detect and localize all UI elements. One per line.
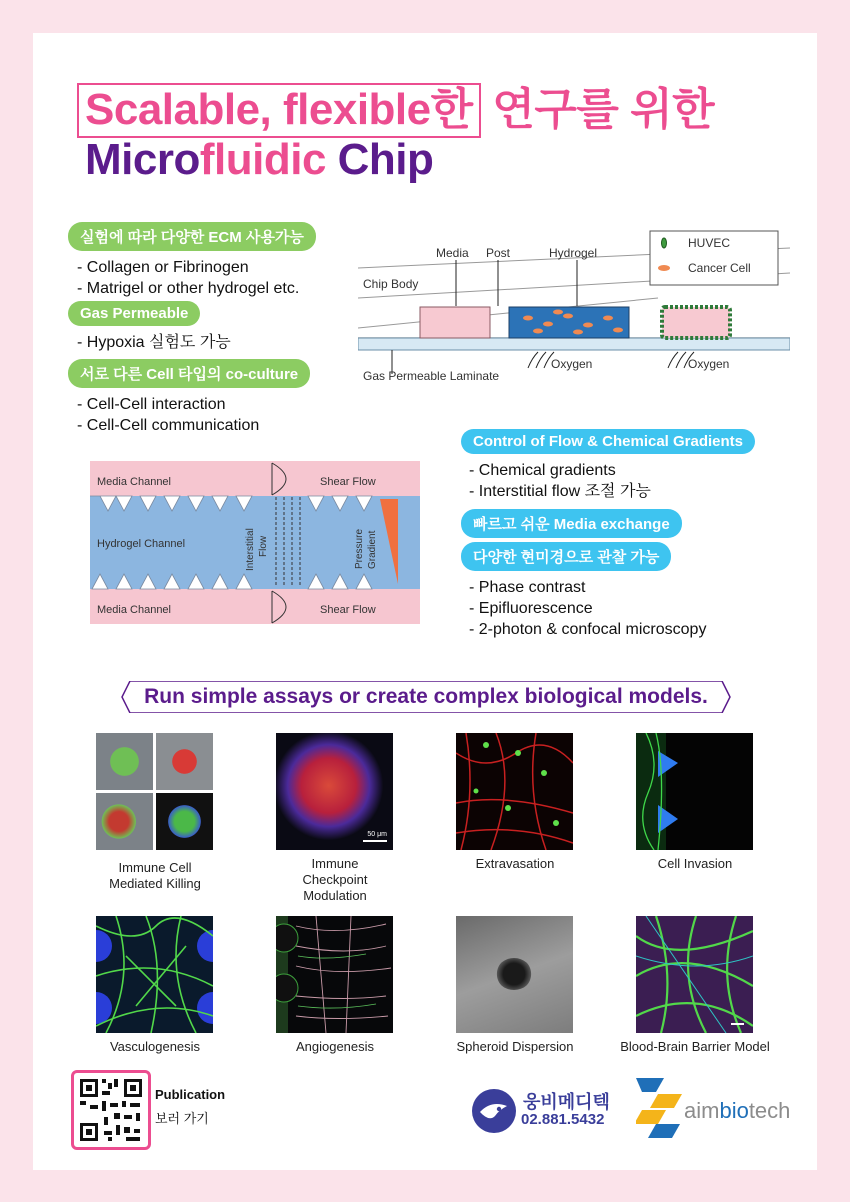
vasculogenesis-image [96,916,213,1033]
checkpoint-image [276,733,393,850]
caption-line: Angiogenesis [295,1039,375,1054]
immune-killing-image [96,733,213,850]
feature-flow-label: Control of Flow & Chemical Gradients [461,429,755,454]
publication-link-text[interactable]: 보러 가기 [155,1111,209,1126]
title-rest-text: 연구를 위한 [492,85,715,134]
woongbi-logo-icon [471,1088,517,1134]
caption-line: Immune Cell [118,860,192,875]
feature-media-label: 빠르고 쉬운 Media exchange [461,509,682,538]
caption-line: Mediated Killing [109,876,201,891]
feature-ecm-item: - Collagen or Fibrinogen [77,259,249,276]
legend-huvec: HUVEC [688,236,731,250]
caption-line: Cell Invasion [657,856,733,871]
feature-microscopy-item: - 2-photon & confocal microscopy [469,621,707,638]
wordmark-aim: aim [684,1098,720,1123]
invasion-image [636,733,753,850]
channel-pressure-2: Gradient [367,530,378,569]
channel-media-bottom: Media Channel [97,604,171,616]
company-phone: 02.881.5432 [521,1111,605,1128]
feature-gas-item: - Hypoxia 실험도 가능 [77,334,231,351]
feature-gas-label: Gas Permeable [68,301,200,326]
feature-microscopy-item: - Phase contrast [469,579,586,596]
bbb-image [636,916,753,1033]
chip-label-hydrogel: Hydrogel [549,246,598,260]
channel-shear-top: Shear Flow [320,476,376,488]
huvec-legend-icon [662,238,667,248]
title-line-2 [85,135,433,185]
cancer-cell-legend-icon [658,265,670,271]
caption-extravasation [430,856,600,872]
assay-banner [120,681,732,713]
feature-flow-item: - Interstitial flow 조절 가능 [469,483,651,500]
caption-vasculogenesis [70,1039,240,1055]
publication-qr-code[interactable] [71,1070,151,1150]
feature-coculture-item: - Cell-Cell communication [77,417,260,434]
chip-cross-section-diagram [358,228,790,388]
channel-pressure-1: Pressure [354,528,365,569]
feature-microscopy-item: - Epifluorescence [469,600,593,617]
aimbiotech-logo-icon [636,1078,684,1138]
chip-label-post: Post [486,246,511,260]
legend-cancer: Cancer Cell [688,261,751,275]
caption-checkpoint [250,856,420,904]
checkpoint-scale-bar [363,840,387,842]
title-line-1 [85,73,714,137]
channel-flow-diagram [90,459,420,629]
caption-line: Extravasation [475,856,555,871]
title-chip: Chip [337,135,434,184]
chip-label-oxygen-1: Oxygen [551,357,593,371]
feature-microscopy-label: 다양한 현미경으로 관찰 가능 [461,542,671,571]
chip-label-oxygen-2: Oxygen [688,357,730,371]
feature-flow-item: - Chemical gradients [469,462,616,479]
feature-microscopy [461,542,706,640]
chip-label-laminate: Gas Permeable Laminate [363,369,500,383]
aimbiotech-wordmark [684,1098,790,1124]
caption-line: Spheroid Dispersion [456,1039,574,1054]
chip-label-media: Media [436,246,469,260]
feature-gas [68,301,231,353]
extravasation-image [456,733,573,850]
caption-line: Blood-Brain Barrier Model [620,1039,770,1054]
feature-coculture-item: - Cell-Cell interaction [77,396,226,413]
caption-line: Immune [311,856,359,871]
angiogenesis-image [276,916,393,1033]
title-micro: Micro [85,135,200,184]
feature-ecm [68,222,316,299]
feature-coculture-label: 서로 다른 Cell 타입의 co-culture [68,359,310,388]
caption-line: Vasculogenesis [109,1039,201,1054]
feature-ecm-label: 실험에 따라 다양한 ECM 사용가능 [68,222,316,251]
title-fluidic: fluidic [199,135,326,184]
caption-invasion [610,856,780,872]
caption-line: Checkpoint [302,872,368,887]
feature-ecm-item: - Matrigel or other hydrogel etc. [77,280,300,297]
caption-immune-killing [70,860,240,892]
caption-spheroid [430,1039,600,1055]
feature-media [461,509,682,538]
caption-angiogenesis [250,1039,420,1055]
company-name: 웅비메디텍 [523,1092,610,1112]
caption-line: Modulation [303,888,367,903]
spheroid-image [456,916,573,1033]
channel-media-top: Media Channel [97,476,171,488]
checkpoint-scale-label: 50 μm [367,831,387,838]
feature-coculture [68,359,310,436]
feature-flow [461,429,755,502]
wordmark-tech: tech [748,1098,791,1123]
channel-shear-bottom: Shear Flow [320,604,376,616]
title-boxed-text: Scalable, flexible한 [77,83,481,138]
publication-title[interactable]: Publication [155,1087,226,1102]
banner-text: Run simple assays or create complex biological models. [144,685,708,708]
channel-hydrogel: Hydrogel Channel [97,538,186,550]
wordmark-bio: bio [719,1098,749,1123]
caption-bbb [610,1039,780,1055]
channel-interstitial-1: Interstitial [245,528,256,571]
chip-label-body: Chip Body [363,277,419,291]
channel-interstitial-2: Flow [258,535,269,557]
